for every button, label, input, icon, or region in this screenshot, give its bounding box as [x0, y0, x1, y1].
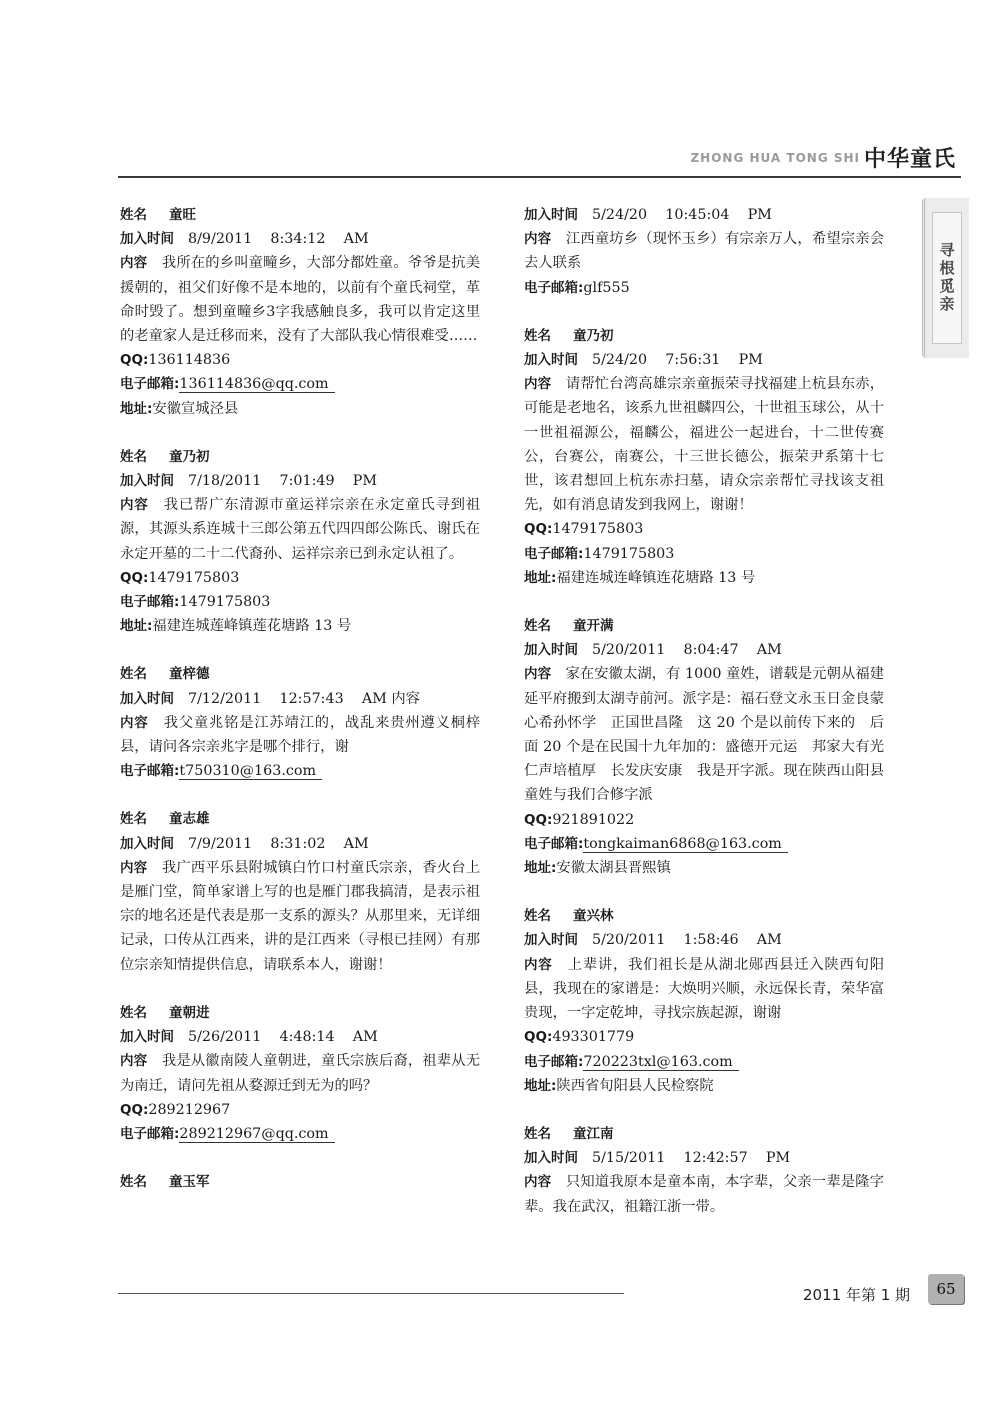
left-column	[120, 203, 480, 1218]
entry	[524, 1122, 884, 1219]
address-label: 地址:	[120, 618, 153, 635]
entry-name: 童兴林	[573, 908, 614, 925]
entry-content: 我是从徽南陵人童朝进，童氏宗族后裔，祖辈从无为南迁，请问先祖从婺源迁到无为的吗？	[120, 1053, 481, 1094]
content-label: 内容	[524, 1174, 552, 1191]
entry-time: 5/24/20 7:56:31 PM	[592, 352, 763, 369]
entry-content: 江西童坊乡（现怀玉乡）有宗亲万人，希望宗亲会去人联系	[524, 231, 885, 272]
name-label: 姓名	[524, 327, 551, 344]
entry-email[interactable]: t750310@163.com	[179, 763, 322, 780]
address-label: 地址:	[524, 860, 557, 877]
time-label: 加入时间	[524, 642, 578, 659]
time-label: 加入时间	[524, 352, 578, 369]
entry-name: 童乃初	[169, 448, 210, 465]
name-label: 姓名	[524, 908, 551, 925]
entry	[120, 203, 480, 421]
qq-label: QQ:	[524, 521, 553, 538]
entry-qq: 921891022	[552, 811, 635, 828]
address-label: 地址:	[120, 400, 153, 417]
entry	[120, 445, 480, 639]
entry-name: 童开满	[573, 618, 614, 635]
qq-label: QQ:	[120, 569, 149, 586]
email-label: 电子邮箱:	[120, 763, 180, 780]
entry-email[interactable]: 136114836@qq.com	[179, 376, 334, 393]
entry-time: 5/20/2011 1:58:46 AM	[592, 932, 782, 949]
side-tab-frame	[932, 212, 962, 344]
entry-content: 我广西平乐县附城镇白竹口村童氏宗亲，香火台上是雁门堂，简单家谱上写的也是雁门郡我搞清，是表示祖宗的地名还是代表是那一支系的源头？从那里来，无详细记录，口传从江西来，讲的是江西来（寻根已挂网）有那位宗亲知情提供信息，请联系本人，谢谢！	[120, 859, 481, 973]
name-label: 姓名	[524, 618, 551, 635]
entry-content: 请帮忙台湾高雄宗亲童振荣寻找福建上杭县东赤，可能是老地名，该系九世祖麟四公，十世祖玉球公，从十一世祖福源公，福麟公，福进公一起进台，十二世传赛公，台赛公，南赛公，十三世长德公，振荣尹系第十七世，该君想回上杭东赤扫墓，请众宗亲帮忙寻找该支祖先，如有消息请发到我网上，谢谢！	[524, 376, 885, 514]
page-header	[0, 0, 1000, 190]
entry-address: 安徽太湖县晋熙镇	[556, 860, 671, 877]
email-label: 电子邮箱:	[120, 594, 180, 611]
entry-qq: 1479175803	[148, 569, 240, 586]
name-label: 姓名	[120, 1004, 147, 1021]
entry-time: 7/9/2011 8:31:02 AM	[188, 835, 369, 852]
entry-time: 8/9/2011 8:34:12 AM	[188, 231, 369, 248]
section-side-tab	[922, 198, 969, 358]
name-label: 姓名	[120, 811, 147, 828]
name-label: 姓名	[120, 1174, 147, 1191]
entry-address: 福建连城莲峰镇莲花塘路 13 号	[152, 618, 352, 635]
entry-email[interactable]: tongkaiman6868@163.com	[583, 836, 787, 853]
entry-time: 5/26/2011 4:48:14 AM	[188, 1029, 378, 1046]
time-label: 加入时间	[120, 473, 174, 490]
time-label: 加入时间	[524, 207, 578, 223]
entry	[120, 1001, 480, 1146]
email-label: 电子邮箱:	[524, 1053, 584, 1070]
time-label: 加入时间	[120, 1029, 174, 1046]
issue-label: 2011 年第 1 期	[803, 1286, 911, 1304]
entry	[120, 1170, 480, 1194]
entry-content: 我所在的乡叫童疃乡，大部分都姓童。爷爷是抗美援朝的，祖父们好像不是本地的，以前有个童氏祠堂，革命时毁了。想到童疃乡3字我感触良多，我可以肯定这里的老童家人是迁移而来，没有了大部队我心情很难受……	[120, 255, 481, 345]
address-label: 地址:	[524, 569, 557, 586]
content-label: 内容	[524, 956, 553, 973]
right-column	[524, 203, 899, 1243]
page-number: 65	[928, 1274, 964, 1304]
entry-time: 5/24/20 10:45:04 PM	[592, 207, 772, 223]
entry-address: 陕西省旬阳县人民检察院	[556, 1077, 714, 1094]
email-label: 电子邮箱:	[524, 279, 584, 296]
entry-qq: 1479175803	[552, 521, 644, 538]
entry-name: 童朝进	[169, 1004, 210, 1021]
entry-email: glf555	[583, 279, 630, 296]
entry-address: 安徽宣城泾县	[152, 400, 239, 417]
entry	[524, 614, 899, 880]
content-label: 内容	[120, 255, 148, 272]
qq-label: QQ:	[120, 352, 149, 369]
content-label: 内容	[524, 376, 552, 393]
entry-address: 福建连城连峰镇连花塘路 13 号	[556, 569, 756, 586]
content-label: 内容	[120, 859, 148, 876]
entry-time: 7/12/2011 12:57:43 AM 内容	[188, 690, 420, 707]
entry-qq: 289212967	[148, 1101, 231, 1118]
name-label: 姓名	[524, 1125, 551, 1142]
content-label: 内容	[524, 666, 552, 683]
name-label: 姓名	[120, 207, 147, 223]
email-label: 电子邮箱:	[524, 545, 584, 562]
entry-continued	[524, 203, 884, 300]
entry-email[interactable]: 720223txl@163.com	[583, 1054, 738, 1071]
time-label: 加入时间	[120, 690, 174, 707]
entry	[524, 324, 884, 590]
footer-divider	[118, 1293, 624, 1294]
header-title: 中华童氏	[864, 146, 957, 172]
entry-name: 童乃初	[573, 327, 614, 344]
entry-name: 童玉军	[169, 1174, 210, 1191]
name-label: 姓名	[120, 448, 147, 465]
time-label: 加入时间	[120, 835, 174, 852]
entry-qq: 136114836	[148, 352, 231, 369]
entry-time: 5/20/2011 8:04:47 AM	[592, 642, 782, 659]
time-label: 加入时间	[524, 932, 578, 949]
email-label: 电子邮箱:	[120, 376, 180, 393]
entry	[120, 807, 480, 976]
entry-time: 5/15/2011 12:42:57 PM	[592, 1150, 791, 1167]
time-label: 加入时间	[524, 1150, 578, 1167]
entry-content: 我父童兆铭是江苏靖江的，战乱来贵州遵义桐梓县，请问各宗亲兆字是哪个排行，谢	[120, 714, 481, 756]
entry-content: 上辈讲，我们祖长是从湖北郧西县迁入陕西旬阳县，我现在的家谱是：大焕明兴顺，永远保长青，荣华富贵现，一字定乾坤，寻找宗族起源，谢谢	[524, 956, 885, 1022]
entry-email: 1479175803	[583, 545, 675, 562]
time-label: 加入时间	[120, 231, 174, 248]
entry-time: 7/18/2011 7:01:49 PM	[188, 473, 378, 490]
email-label: 电子邮箱:	[524, 835, 584, 852]
email-label: 电子邮箱:	[120, 1125, 180, 1142]
header-pinyin: ZHONG HUA TONG SHI	[690, 151, 860, 165]
qq-label: QQ:	[120, 1101, 149, 1118]
content-label: 内容	[120, 1053, 148, 1070]
qq-label: QQ:	[524, 811, 553, 828]
entry-name: 童旺	[169, 207, 196, 223]
content-label: 内容	[524, 231, 552, 248]
content-label: 内容	[120, 497, 149, 514]
entry-name: 童梓德	[169, 666, 210, 683]
entry-name: 童江南	[573, 1125, 614, 1142]
name-label: 姓名	[120, 666, 147, 683]
entry-qq: 493301779	[552, 1029, 635, 1046]
entry-email[interactable]: 289212967@qq.com	[179, 1126, 334, 1143]
qq-label: QQ:	[524, 1029, 553, 1046]
entry-name: 童志雄	[169, 811, 210, 828]
side-tab-label: 寻根觅亲	[937, 242, 956, 314]
entry	[120, 662, 480, 783]
entry-content: 只知道我原本是童本南，本字辈，父亲一辈是隆字辈。我在武汉，祖籍江浙一带。	[524, 1174, 885, 1215]
header-divider	[118, 176, 961, 178]
entry	[524, 904, 884, 1098]
content-label: 内容	[120, 714, 149, 731]
entry-content: 家在安徽太湖，有 1000 童姓，谱载是元朝从福建延平府搬到太湖寺前河。派字是：福石登文永玉日金良蒙 心希孙怀学 正国世昌隆 这 20 个是以前传下来的 后面 20 个是在民国十九年加的：盛德开元运 邦家大有光 仁声培植厚 长发庆安康 我是开字派。现在陕西山阳县童姓与我们合修字派	[524, 666, 899, 804]
entry-content: 我已帮广东清源市童运祥宗亲在永定童氏寻到祖源，其源头系连城十三郎公第五代四四郎公陈氏、谢氏在永定开墓的二十二代裔孙、运祥宗亲已到永定认祖了。	[120, 497, 481, 562]
address-label: 地址:	[524, 1077, 557, 1094]
entry-email: 1479175803	[179, 594, 271, 611]
